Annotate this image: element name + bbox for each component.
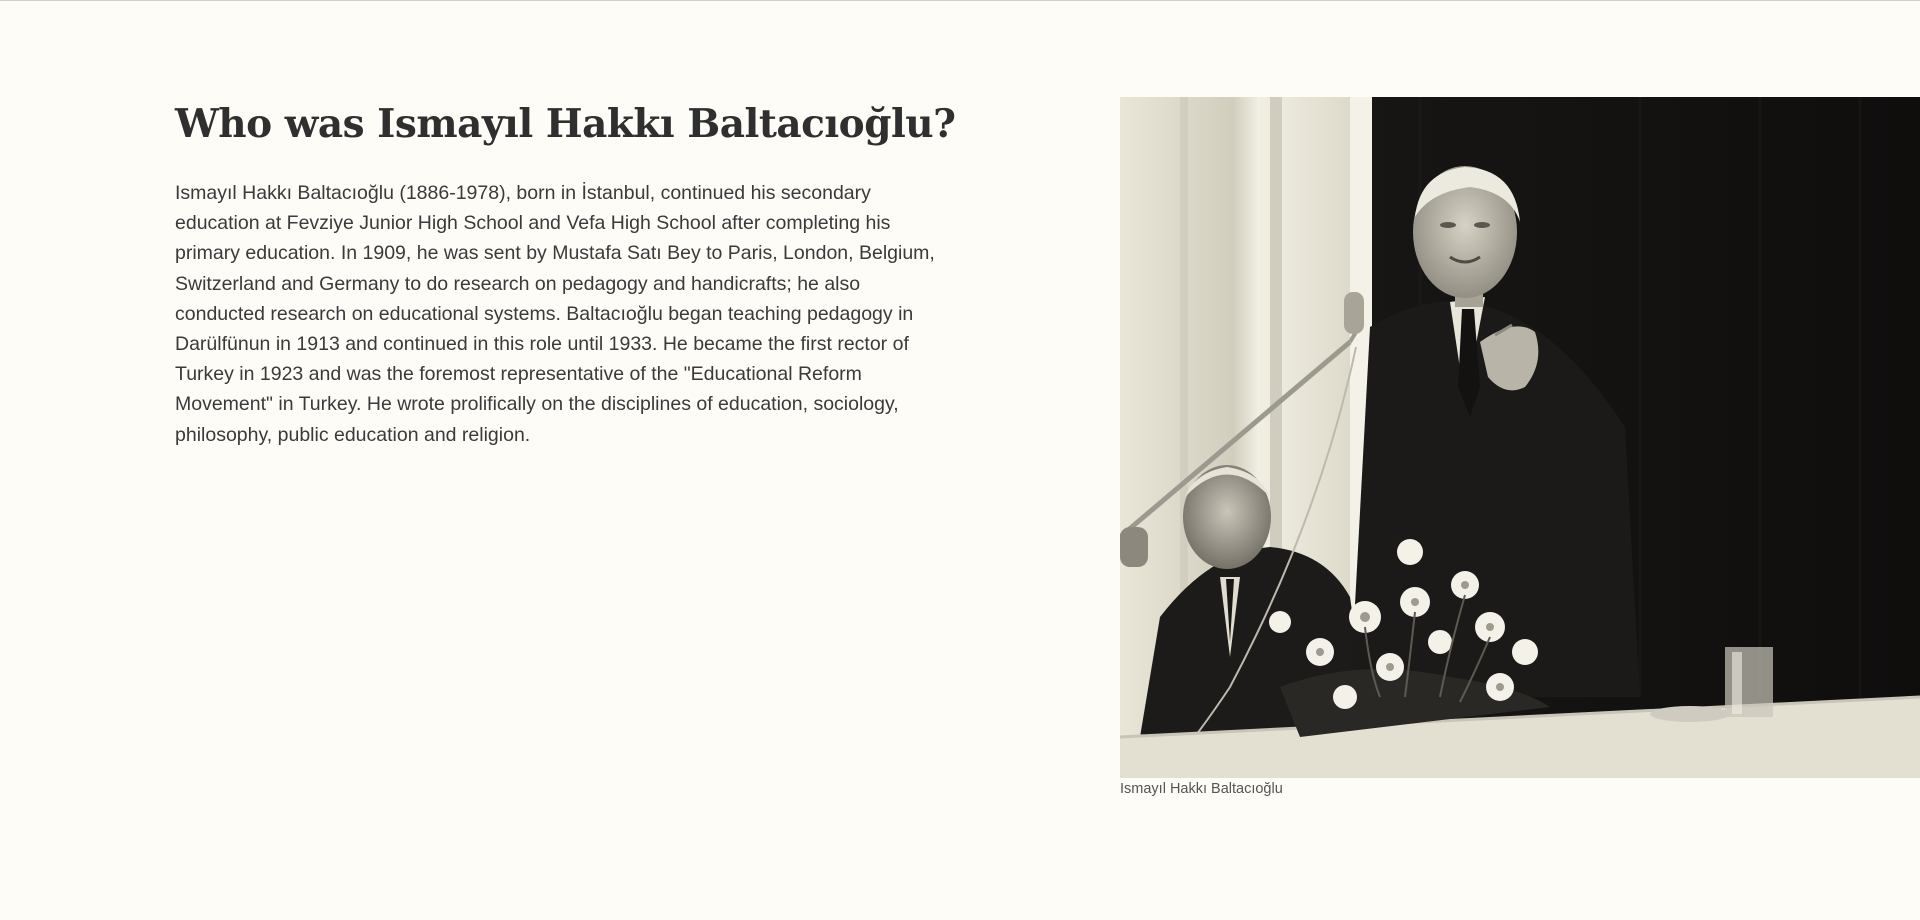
portrait-photo-illustration: [1120, 97, 1920, 778]
section-body: Ismayıl Hakkı Baltacıoğlu (1886-1978), born in İstanbul, continued his secondary education at Fevziye Junior High School and Vefa High School after completing his primary education. In 1909, he was sent by Mustafa Satı Bey to Paris, London, Belgium, Switzerland and Germany to do research on pedagogy and handicrafts; he also conducted research on educational systems. Baltacıoğlu began teaching pedagogy in Darülfünun in 1913 and continued in this role until 1933. He became the first rector of Turkey in 1923 and was the foremost representative of the "Educational Reform Movement" in Turkey. He wrote prolifically on the disciplines of education, sociology, philosophy, public education and religion.: [175, 182, 935, 446]
article-text-column: [175, 98, 956, 450]
photo-caption: Ismayıl Hakkı Baltacıoğlu: [1120, 781, 1283, 797]
portrait-figure: [1120, 97, 1920, 797]
section-title: Who was Ismayıl Hakkı Baltacıoğlu?: [175, 101, 956, 147]
top-divider: [0, 0, 1920, 1]
portrait-photo: [1120, 97, 1920, 778]
